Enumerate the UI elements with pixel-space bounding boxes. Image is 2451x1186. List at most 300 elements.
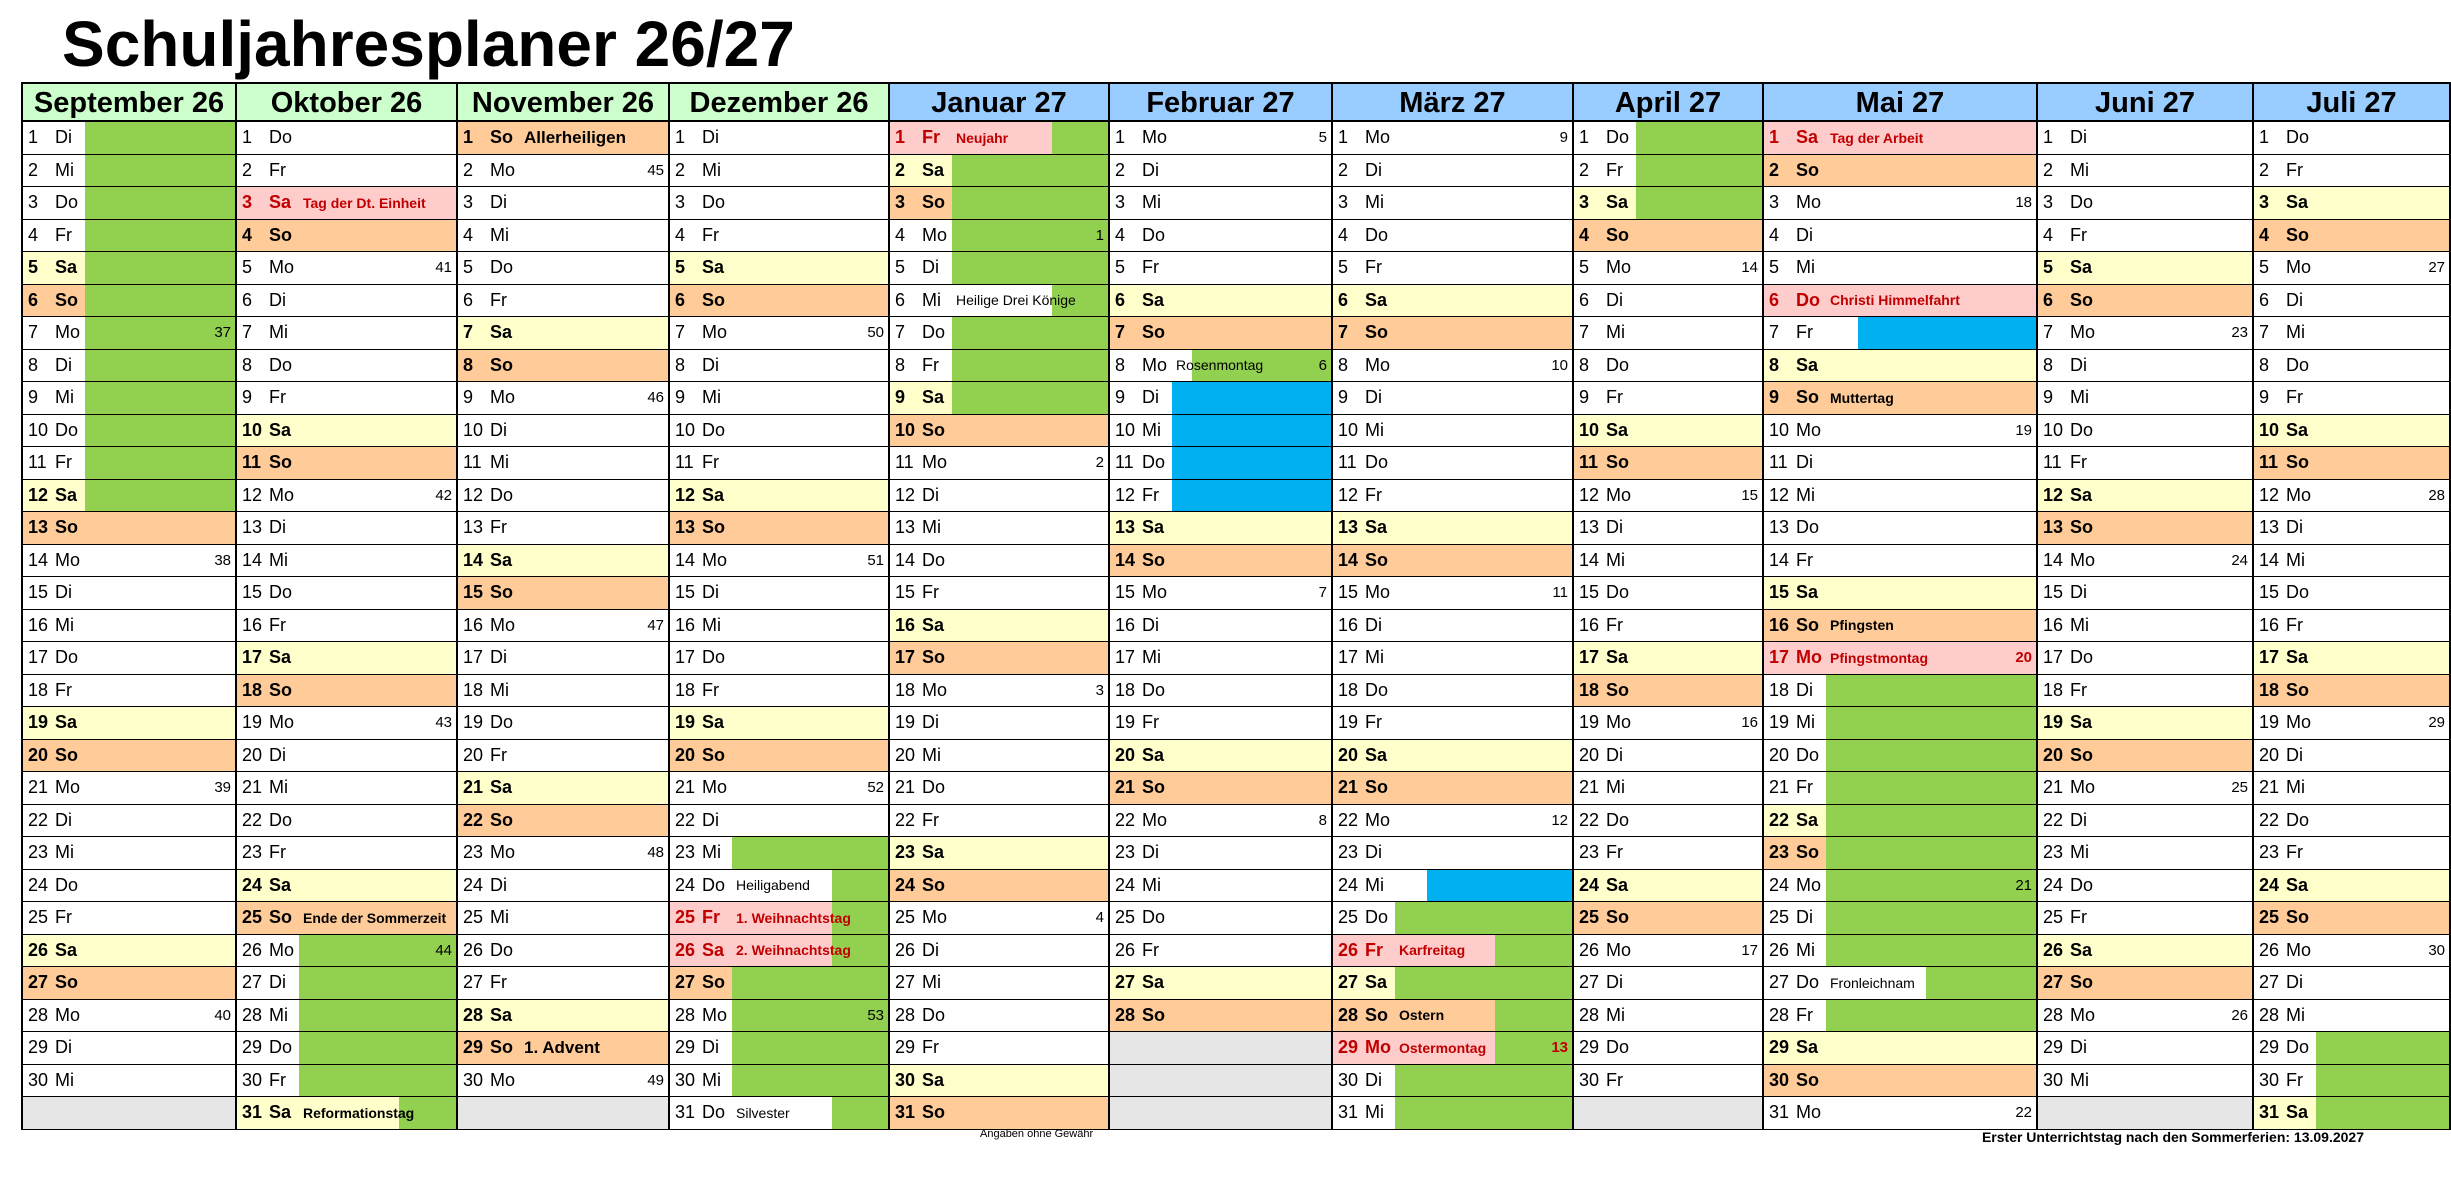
school-holiday-block xyxy=(1926,967,2036,999)
weekday: Do xyxy=(490,712,514,733)
weekday: Di xyxy=(1606,744,1623,765)
day-number: 25 xyxy=(1579,907,1600,928)
day-row xyxy=(1574,1000,1762,1033)
day-number: 20 xyxy=(1579,744,1600,765)
weekday: Di xyxy=(269,517,286,538)
school-holiday-block xyxy=(1636,155,1762,187)
school-holiday-block xyxy=(732,967,888,999)
weekday: Mo xyxy=(1606,712,1632,733)
day-number: 16 xyxy=(1115,614,1136,635)
day-row xyxy=(2254,740,2449,773)
day-number: 1 xyxy=(1579,127,1590,148)
day-row xyxy=(458,447,668,480)
day-row xyxy=(1764,415,2036,448)
day-number: 27 xyxy=(895,972,916,993)
day-number: 4 xyxy=(2043,224,2054,245)
day-number: 11 xyxy=(895,452,914,473)
day-number: 21 xyxy=(1579,777,1600,798)
day-number: 19 xyxy=(675,712,696,733)
day-number: 19 xyxy=(1579,712,1600,733)
day-row xyxy=(458,935,668,968)
day-row xyxy=(670,122,888,155)
day-number: 17 xyxy=(2043,647,2064,668)
day-row xyxy=(890,967,1108,1000)
weekday: So xyxy=(1142,549,1166,570)
school-holiday-block xyxy=(1395,1065,1572,1097)
day-number: 15 xyxy=(1338,582,1359,603)
weekday: Fr xyxy=(2070,224,2087,245)
day-row xyxy=(1110,220,1331,253)
day-row xyxy=(1574,610,1762,643)
weekday: Do xyxy=(490,939,514,960)
weekday: Do xyxy=(1365,224,1389,245)
day-row xyxy=(1333,122,1572,155)
day-number: 16 xyxy=(1579,614,1600,635)
school-holiday-block xyxy=(952,187,1108,219)
school-holiday-block xyxy=(2316,1097,2449,1129)
day-number: 15 xyxy=(1769,582,1790,603)
movable-holiday-block xyxy=(1427,870,1572,902)
day-row xyxy=(23,317,235,350)
weekday: Mo xyxy=(1606,939,1632,960)
day-number: 27 xyxy=(242,972,263,993)
day-number: 2 xyxy=(1579,159,1590,180)
weekday: Do xyxy=(1606,582,1630,603)
weekday: Fr xyxy=(2286,614,2303,635)
day-number: 3 xyxy=(2043,192,2054,213)
weekday: So xyxy=(55,972,79,993)
weekday: Mi xyxy=(2286,1004,2305,1025)
day-row xyxy=(670,187,888,220)
weekday: Sa xyxy=(55,484,78,505)
day-number: 24 xyxy=(1338,874,1359,895)
weekday: Fr xyxy=(490,744,507,765)
weekday: Mi xyxy=(1606,777,1625,798)
day-row xyxy=(237,480,456,513)
weekday: Mi xyxy=(1365,647,1384,668)
day-row xyxy=(2038,122,2252,155)
weekday: Mo xyxy=(1365,1037,1391,1058)
weekday: Mi xyxy=(55,842,74,863)
day-number: 27 xyxy=(1338,972,1359,993)
weekday: Mi xyxy=(922,972,941,993)
weekday: Mo xyxy=(490,387,516,408)
day-row xyxy=(2254,480,2449,513)
weekday: Mi xyxy=(1365,874,1384,895)
weekday: Fr xyxy=(55,679,72,700)
weekday: Sa xyxy=(1796,582,1819,603)
day-number: 11 xyxy=(1769,452,1788,473)
day-row xyxy=(458,187,668,220)
day-row xyxy=(890,122,1108,155)
day-row xyxy=(890,252,1108,285)
day-row xyxy=(458,220,668,253)
day-number: 14 xyxy=(2043,549,2064,570)
day-number: 23 xyxy=(2259,842,2280,863)
day-number: 20 xyxy=(895,744,916,765)
weekday: Sa xyxy=(2286,192,2309,213)
day-row xyxy=(670,902,888,935)
weekday: Mo xyxy=(2070,549,2096,570)
day-number: 26 xyxy=(1769,939,1790,960)
day-row xyxy=(890,480,1108,513)
day-row xyxy=(458,902,668,935)
day-number: 3 xyxy=(1115,192,1126,213)
day-number: 18 xyxy=(1115,679,1136,700)
day-number: 1 xyxy=(1115,127,1126,148)
month-header: Oktober 26 xyxy=(237,84,456,122)
day-row xyxy=(2254,967,2449,1000)
day-row xyxy=(1574,220,1762,253)
day-number: 8 xyxy=(2259,354,2270,375)
month-header: Dezember 26 xyxy=(670,84,888,122)
day-row xyxy=(23,1032,235,1065)
day-number: 11 xyxy=(242,452,262,473)
weekday: Di xyxy=(490,647,507,668)
weekday: Di xyxy=(1796,679,1813,700)
day-row xyxy=(2038,642,2252,675)
weekday: Mi xyxy=(1796,257,1815,278)
day-number: 31 xyxy=(675,1102,696,1123)
weekday: Do xyxy=(1142,907,1166,928)
week-number: 18 xyxy=(2015,194,2032,211)
day-number: 26 xyxy=(1579,939,1600,960)
weekday: Di xyxy=(1606,289,1623,310)
weekday: Di xyxy=(1606,517,1623,538)
school-holiday-block xyxy=(85,252,235,284)
weekday: Di xyxy=(1142,387,1159,408)
day-note: Christi Himmelfahrt xyxy=(1830,292,1960,309)
school-holiday-block xyxy=(952,350,1108,382)
day-row xyxy=(890,707,1108,740)
day-row xyxy=(670,675,888,708)
weekday: Sa xyxy=(269,647,292,668)
day-row xyxy=(670,1065,888,1098)
weekday: Di xyxy=(2070,809,2087,830)
day-row xyxy=(1333,870,1572,903)
weekday: Mo xyxy=(2070,322,2096,343)
weekday: Di xyxy=(1606,972,1623,993)
day-row xyxy=(890,642,1108,675)
day-row xyxy=(1764,122,2036,155)
day-row xyxy=(2038,740,2252,773)
weekday: Di xyxy=(490,419,507,440)
day-number: 12 xyxy=(2259,484,2280,505)
day-number: 12 xyxy=(28,484,49,505)
day-row xyxy=(1764,252,2036,285)
weekday: Do xyxy=(702,419,726,440)
weekday: Mi xyxy=(2286,777,2305,798)
weekday: Mi xyxy=(922,289,941,310)
weekday: So xyxy=(1142,1004,1166,1025)
day-row xyxy=(1333,415,1572,448)
day-number: 22 xyxy=(895,809,916,830)
school-holiday-block xyxy=(952,382,1108,414)
day-note: Pfingstmontag xyxy=(1830,649,1928,666)
weekday: Di xyxy=(1796,224,1813,245)
day-number: 23 xyxy=(895,842,916,863)
weekday: So xyxy=(1796,842,1820,863)
day-row xyxy=(2038,577,2252,610)
day-row xyxy=(1110,447,1331,480)
day-number: 10 xyxy=(242,419,263,440)
day-row xyxy=(1764,1065,2036,1098)
day-number: 17 xyxy=(242,647,263,668)
day-number: 29 xyxy=(1769,1037,1790,1058)
day-number: 28 xyxy=(1769,1004,1790,1025)
day-number: 18 xyxy=(675,679,696,700)
day-row xyxy=(458,740,668,773)
weekday: Do xyxy=(55,419,79,440)
weekday: Mi xyxy=(1365,192,1384,213)
weekday: So xyxy=(702,289,726,310)
day-row xyxy=(1764,675,2036,708)
weekday: Fr xyxy=(2070,452,2087,473)
day-row xyxy=(1333,480,1572,513)
school-holiday-block xyxy=(85,350,235,382)
day-number: 19 xyxy=(28,712,49,733)
day-number: 23 xyxy=(28,842,49,863)
day-number: 3 xyxy=(1338,192,1349,213)
weekday: Mi xyxy=(55,614,74,635)
weekday: So xyxy=(1606,907,1630,928)
day-row xyxy=(670,545,888,578)
weekday: Do xyxy=(1142,679,1166,700)
weekday: Mi xyxy=(702,387,721,408)
weekday: Mo xyxy=(702,322,728,343)
day-number: 24 xyxy=(1115,874,1136,895)
weekday: Do xyxy=(1365,907,1389,928)
weekday: Mo xyxy=(2286,257,2312,278)
day-row xyxy=(890,220,1108,253)
weekday: Do xyxy=(1796,972,1820,993)
day-number: 16 xyxy=(675,614,696,635)
weekday: Sa xyxy=(269,192,292,213)
day-row xyxy=(1110,740,1331,773)
day-number: 28 xyxy=(1338,1004,1359,1025)
day-number: 16 xyxy=(2259,614,2280,635)
weekday: Fr xyxy=(1606,159,1623,180)
weekday: Sa xyxy=(1606,647,1629,668)
day-number: 17 xyxy=(28,647,49,668)
weekday: Mi xyxy=(1142,192,1161,213)
day-number: 12 xyxy=(242,484,263,505)
school-holiday-block xyxy=(1826,870,2036,902)
day-number: 24 xyxy=(28,874,49,895)
day-row xyxy=(890,285,1108,318)
day-row xyxy=(2038,967,2252,1000)
day-number: 25 xyxy=(463,907,484,928)
day-number: 16 xyxy=(1338,614,1359,635)
day-number: 23 xyxy=(2043,842,2064,863)
day-number: 29 xyxy=(2259,1037,2280,1058)
day-number: 19 xyxy=(895,712,916,733)
weekday: So xyxy=(490,582,514,603)
day-row xyxy=(2254,447,2449,480)
weekday: Mo xyxy=(1142,354,1168,375)
school-holiday-block xyxy=(832,1097,888,1129)
day-row xyxy=(1574,967,1762,1000)
weekday: Do xyxy=(922,549,946,570)
day-number: 8 xyxy=(1769,354,1780,375)
day-row xyxy=(1574,805,1762,838)
day-number: 6 xyxy=(1115,289,1126,310)
day-row xyxy=(890,805,1108,838)
day-number: 28 xyxy=(463,1004,484,1025)
day-number: 15 xyxy=(463,582,484,603)
day-row xyxy=(1764,512,2036,545)
weekday: Fr xyxy=(1796,322,1813,343)
day-number: 4 xyxy=(1769,224,1780,245)
weekday: Mo xyxy=(922,679,948,700)
weekday: Fr xyxy=(1365,257,1382,278)
weekday: Di xyxy=(2286,972,2303,993)
day-row xyxy=(890,155,1108,188)
day-number: 22 xyxy=(28,809,49,830)
week-number: 28 xyxy=(2428,486,2445,504)
day-number: 17 xyxy=(675,647,696,668)
weekday: Mi xyxy=(55,159,74,180)
day-number: 28 xyxy=(2043,1004,2064,1025)
week-number: 53 xyxy=(867,1006,884,1024)
day-number: 1 xyxy=(1338,127,1349,148)
weekday: Fr xyxy=(269,1069,286,1090)
day-row xyxy=(2254,772,2449,805)
weekday: Sa xyxy=(1142,517,1165,538)
week-number: 29 xyxy=(2428,714,2445,731)
day-number: 12 xyxy=(1769,484,1790,505)
day-row xyxy=(2038,382,2252,415)
day-number: 2 xyxy=(28,159,39,180)
day-row xyxy=(1110,317,1331,350)
day-number: 21 xyxy=(675,777,696,798)
day-row xyxy=(2038,1032,2252,1065)
day-row xyxy=(890,772,1108,805)
school-holiday-block xyxy=(952,317,1108,349)
weekday: Mo xyxy=(490,842,516,863)
day-number: 1 xyxy=(2259,127,2270,148)
day-number: 8 xyxy=(1579,354,1590,375)
month-column xyxy=(458,84,670,1130)
day-row xyxy=(1110,610,1331,643)
day-row xyxy=(1333,967,1572,1000)
day-number: 27 xyxy=(463,972,484,993)
day-number: 26 xyxy=(895,939,916,960)
day-number: 8 xyxy=(242,354,253,375)
day-number: 13 xyxy=(2259,517,2280,538)
movable-holiday-block xyxy=(1172,415,1331,447)
day-row xyxy=(237,805,456,838)
day-number: 22 xyxy=(2043,809,2064,830)
weekday: Fr xyxy=(269,842,286,863)
day-number: 24 xyxy=(675,874,696,895)
weekday: Mo xyxy=(490,1069,516,1090)
day-row xyxy=(1574,1065,1762,1098)
day-note: Heiligabend xyxy=(736,877,810,894)
day-number: 26 xyxy=(1338,939,1359,960)
school-holiday-block xyxy=(85,415,235,447)
day-row xyxy=(670,1097,888,1130)
weekday: Di xyxy=(2286,517,2303,538)
day-row xyxy=(1574,837,1762,870)
disclaimer-note: Angaben ohne Gewähr xyxy=(980,1128,1094,1140)
weekday: Di xyxy=(702,354,719,375)
weekday: Mo xyxy=(2070,777,2096,798)
day-number: 23 xyxy=(242,842,263,863)
day-row xyxy=(1333,155,1572,188)
day-row xyxy=(23,252,235,285)
weekday: Mi xyxy=(702,614,721,635)
day-number: 9 xyxy=(2259,387,2270,408)
weekday: Fr xyxy=(1606,614,1623,635)
day-row xyxy=(23,122,235,155)
weekday: Mi xyxy=(2070,159,2089,180)
day-row xyxy=(2038,415,2252,448)
day-number: 5 xyxy=(1579,257,1590,278)
day-number: 29 xyxy=(28,1037,49,1058)
weekday: Do xyxy=(1796,744,1820,765)
day-row xyxy=(890,870,1108,903)
empty-day-cell xyxy=(458,1097,668,1130)
weekday: Mo xyxy=(2286,939,2312,960)
school-holiday-block xyxy=(85,285,235,317)
school-holiday-block xyxy=(1826,805,2036,837)
day-number: 30 xyxy=(895,1069,916,1090)
weekday: Fr xyxy=(1365,712,1382,733)
day-number: 20 xyxy=(2259,744,2280,765)
weekday: Mi xyxy=(490,679,509,700)
school-holiday-block xyxy=(1495,935,1572,967)
day-number: 14 xyxy=(895,549,916,570)
day-number: 2 xyxy=(242,159,253,180)
weekday: So xyxy=(269,907,293,928)
weekday: Mi xyxy=(1142,874,1161,895)
day-row xyxy=(237,740,456,773)
day-row xyxy=(1574,935,1762,968)
day-row xyxy=(237,1097,456,1130)
weekday: Do xyxy=(702,647,726,668)
month-column xyxy=(23,84,237,1130)
day-number: 5 xyxy=(895,257,906,278)
day-number: 24 xyxy=(1579,874,1600,895)
week-number: 20 xyxy=(2015,649,2032,666)
weekday: Fr xyxy=(702,907,720,928)
weekday: So xyxy=(2070,517,2094,538)
day-row xyxy=(237,577,456,610)
day-number: 21 xyxy=(463,777,484,798)
day-number: 12 xyxy=(463,484,484,505)
day-number: 22 xyxy=(1579,809,1600,830)
week-number: 13 xyxy=(1551,1039,1568,1056)
day-row xyxy=(670,480,888,513)
day-row xyxy=(1574,350,1762,383)
weekday: So xyxy=(1796,159,1820,180)
day-row xyxy=(2254,610,2449,643)
week-number: 42 xyxy=(435,486,452,504)
day-number: 17 xyxy=(2259,647,2280,668)
day-number: 29 xyxy=(1579,1037,1600,1058)
day-row xyxy=(890,415,1108,448)
day-number: 9 xyxy=(28,387,39,408)
day-number: 14 xyxy=(1115,549,1136,570)
weekday: Di xyxy=(1142,842,1159,863)
day-row xyxy=(237,252,456,285)
day-number: 21 xyxy=(1338,777,1359,798)
weekday: Fr xyxy=(1142,712,1159,733)
day-number: 10 xyxy=(1338,419,1359,440)
day-number: 28 xyxy=(1579,1004,1600,1025)
day-row xyxy=(1333,935,1572,968)
